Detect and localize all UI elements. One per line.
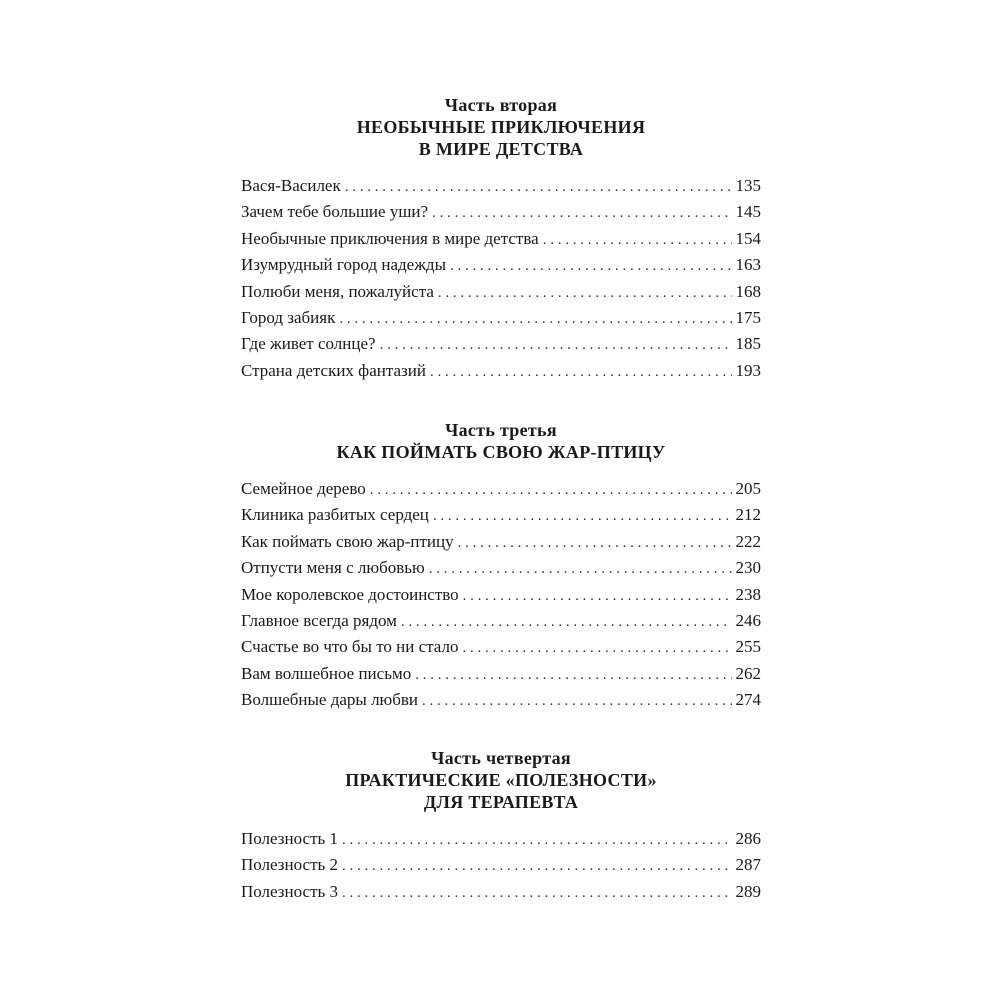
- part-label: Часть вторая: [444, 95, 558, 115]
- entry-page: 205: [735, 479, 761, 498]
- entry-title: Волшебные дары любви: [241, 690, 419, 710]
- dot-leader: [433, 503, 732, 529]
- toc-entry[interactable]: [241, 502, 761, 528]
- entry-title: Изумрудный город надежды: [241, 255, 447, 275]
- entry-page: 212: [735, 505, 761, 525]
- toc-entry[interactable]: [241, 634, 761, 660]
- part-heading: [241, 94, 761, 160]
- entry-page: 168: [735, 281, 761, 301]
- toc-entry[interactable]: [241, 826, 761, 852]
- part-heading: [241, 747, 761, 813]
- toc-entry[interactable]: [241, 279, 761, 305]
- entry-title: Счастье во что бы то ни стало: [241, 637, 459, 657]
- toc-entry[interactable]: [241, 173, 761, 199]
- dot-leader: [342, 880, 731, 906]
- entry-page: 262: [735, 663, 761, 683]
- entry-title: Семейное дерево: [241, 479, 366, 498]
- part-title-line: В МИРЕ ДЕТСТВА: [418, 139, 584, 159]
- entry-page: 238: [735, 584, 761, 604]
- entry-title: Вася-Василек: [241, 176, 341, 195]
- entry-page: 286: [735, 829, 761, 848]
- entry-page: 145: [735, 202, 761, 222]
- dot-leader: [370, 477, 732, 503]
- entry-title: Необычные приключения в мире детства: [241, 228, 539, 248]
- toc-entry[interactable]: [241, 331, 761, 357]
- dot-leader: [339, 306, 731, 332]
- entry-list: [241, 173, 761, 384]
- dot-leader: [422, 688, 731, 714]
- entry-title: Где живет солнце?: [241, 334, 376, 354]
- entry-title: Полезность 1: [241, 829, 339, 848]
- entry-title: Полюби меня, пожалуйста: [241, 281, 434, 301]
- part-label: Часть четвертая: [431, 748, 571, 768]
- dot-leader: [543, 227, 732, 253]
- entry-page: 287: [735, 855, 761, 875]
- toc-entry[interactable]: [241, 608, 761, 634]
- entry-title: Полезность 2: [241, 855, 339, 875]
- entry-page: 222: [735, 531, 761, 551]
- entry-page: 135: [735, 176, 761, 195]
- part-four: [241, 747, 761, 905]
- toc-entry[interactable]: [241, 529, 761, 555]
- part-three: [241, 419, 761, 714]
- dot-leader: [401, 609, 732, 635]
- toc-entry[interactable]: [241, 879, 761, 905]
- part-title-line: ДЛЯ ТЕРАПЕВТА: [423, 792, 579, 812]
- entry-list: [241, 826, 761, 905]
- dot-leader: [429, 556, 732, 582]
- entry-title: Полезность 3: [241, 881, 339, 901]
- entry-title: Вам волшебное письмо: [241, 663, 412, 683]
- part-label: Часть третья: [445, 420, 557, 440]
- dot-leader: [342, 853, 731, 879]
- toc-entry[interactable]: [241, 252, 761, 278]
- entry-title: Город забияк: [241, 307, 336, 327]
- entry-page: 163: [735, 255, 761, 275]
- entry-page: 193: [735, 360, 761, 380]
- dot-leader: [463, 583, 732, 609]
- entry-title: Страна детских фантазий: [241, 360, 426, 380]
- entry-page: 185: [735, 334, 761, 354]
- part-title-line: НЕОБЫЧНЫЕ ПРИКЛЮЧЕНИЯ: [356, 117, 646, 137]
- entry-page: 274: [735, 690, 761, 710]
- part-title-line: ПРАКТИЧЕСКИЕ «ПОЛЕЗНОСТИ»: [345, 770, 657, 790]
- toc-entry[interactable]: [241, 476, 761, 502]
- entry-page: 289: [735, 881, 761, 901]
- entry-title: Главное всегда рядом: [241, 610, 397, 630]
- entry-page: 175: [735, 307, 761, 327]
- toc-entry[interactable]: [241, 555, 761, 581]
- entry-list: [241, 476, 761, 714]
- dot-leader: [450, 253, 731, 279]
- entry-title: Клиника разбитых сердец: [241, 505, 429, 525]
- entry-page: 230: [735, 558, 761, 578]
- dot-leader: [432, 200, 731, 226]
- dot-leader: [458, 530, 732, 556]
- dot-leader: [345, 174, 732, 200]
- dot-leader: [430, 359, 732, 385]
- toc-entry[interactable]: [241, 661, 761, 687]
- dot-leader: [415, 662, 731, 688]
- part-heading: [241, 419, 761, 463]
- entry-page: 246: [735, 610, 761, 630]
- dot-leader: [342, 827, 731, 853]
- entry-title: Отпусти меня с любовью: [241, 558, 425, 578]
- entry-title: Как поймать свою жар-птицу: [241, 531, 454, 551]
- entry-page: 154: [735, 228, 761, 248]
- entry-title: Зачем тебе большие уши?: [241, 202, 429, 222]
- toc-entry[interactable]: [241, 358, 761, 384]
- toc-entry[interactable]: [241, 687, 761, 713]
- toc-entry[interactable]: [241, 226, 761, 252]
- toc-entry[interactable]: [241, 582, 761, 608]
- dot-leader: [380, 332, 732, 358]
- toc-entry[interactable]: [241, 305, 761, 331]
- entry-title: Мое королевское достоинство: [241, 584, 459, 604]
- toc-entry[interactable]: [241, 852, 761, 878]
- part-two: [241, 94, 761, 384]
- dot-leader: [438, 280, 732, 306]
- part-title-line: КАК ПОЙМАТЬ СВОЮ ЖАР-ПТИЦУ: [336, 442, 666, 462]
- toc-entry[interactable]: [241, 199, 761, 225]
- dot-leader: [462, 635, 731, 661]
- entry-page: 255: [735, 637, 761, 657]
